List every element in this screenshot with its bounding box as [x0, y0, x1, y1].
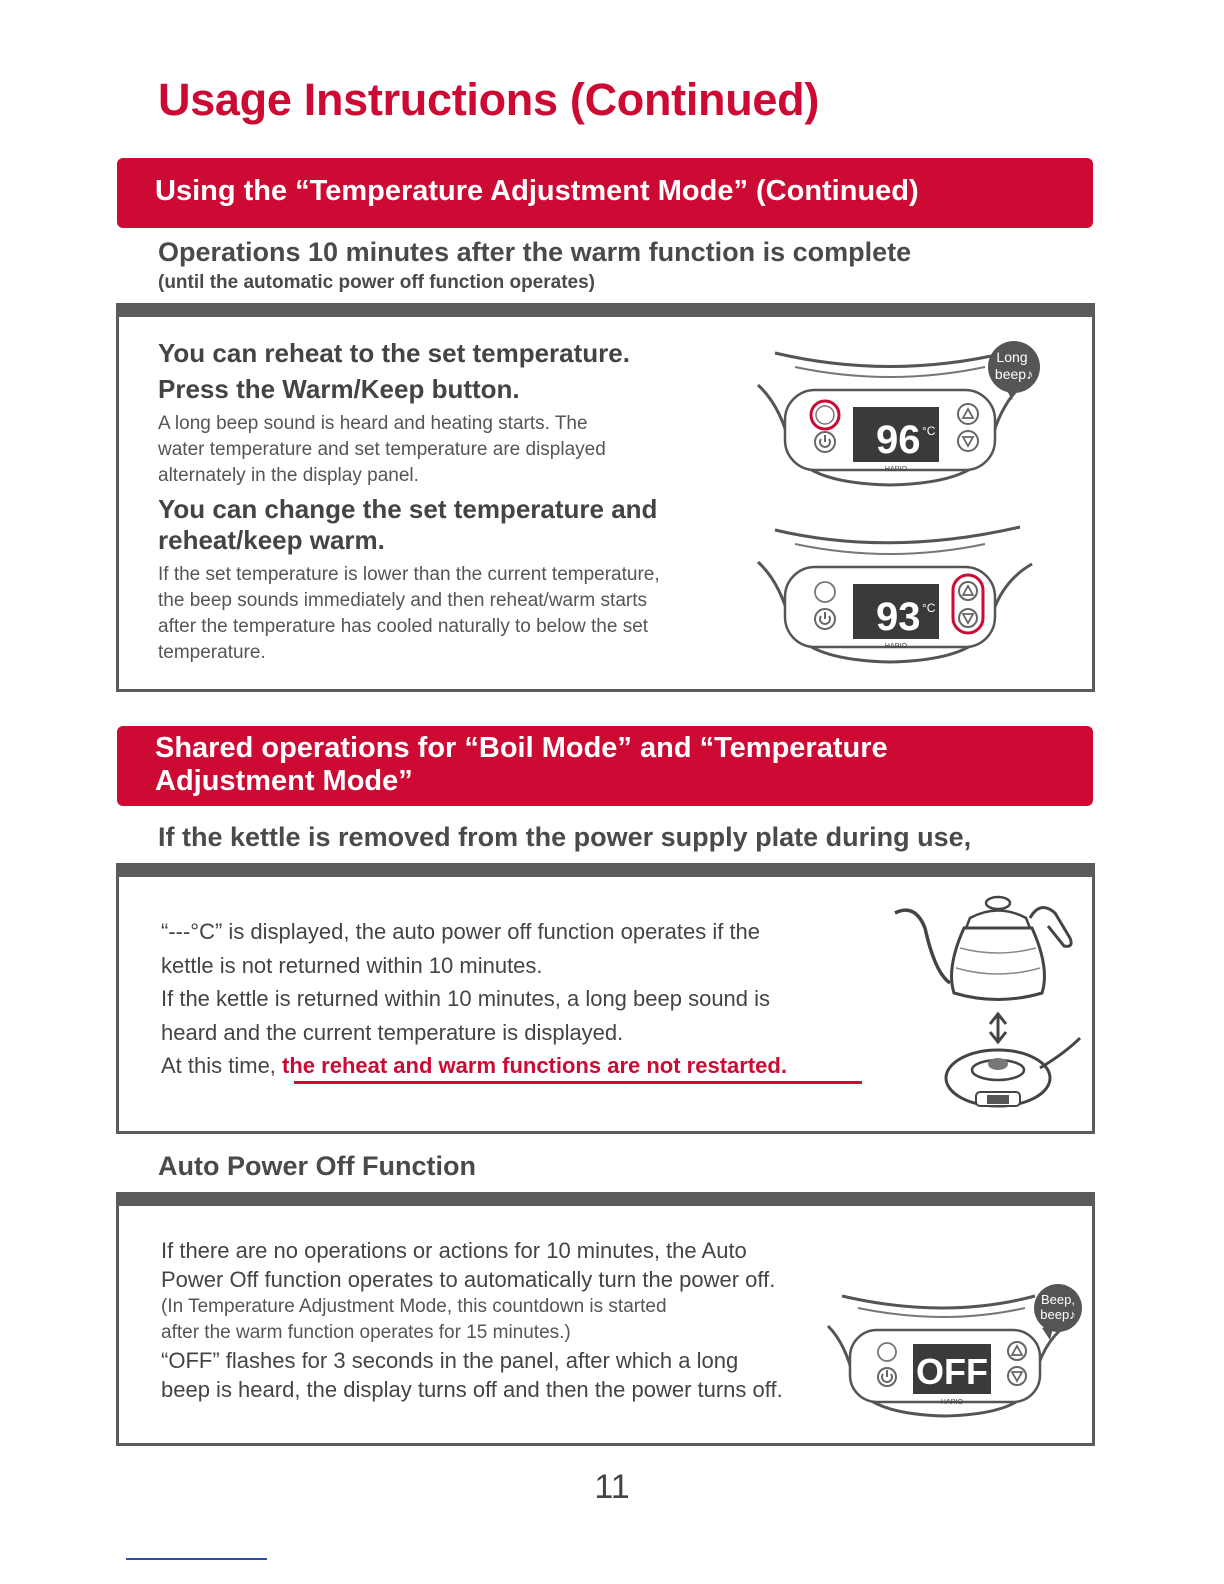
kettle-body-line: heard and the current temperature is displayed. — [161, 1019, 624, 1045]
auto-off-note-line: (In Temperature Adjustment Mode, this countdown is started — [161, 1296, 667, 1317]
kettle-last-line — [161, 1049, 881, 1083]
reheat-body-line: water temperature and set temperature are displayed — [158, 439, 606, 460]
kettle-removed-text — [161, 915, 881, 1083]
kettle-body-icon — [952, 928, 1045, 1000]
auto-off-text — [161, 1236, 841, 1404]
reheat-body-line: alternately in the display panel. — [158, 465, 419, 486]
section-banner-temperature-mode: Using the “Temperature Adjustment Mode” (Continued) — [117, 158, 1093, 228]
brand-label: HARIO — [940, 1399, 964, 1406]
change-temp-body-line: temperature. — [158, 642, 266, 663]
display-reading: OFF — [916, 1351, 988, 1392]
reheat-block — [158, 335, 738, 489]
change-temp-body-line: the beep sounds immediately and then reheat/warm starts — [158, 590, 647, 611]
page-number: 11 — [594, 1468, 630, 1506]
power-cord-icon — [1040, 1038, 1080, 1068]
display-unit: °C — [922, 601, 936, 615]
bubble-text-1: Long — [996, 349, 1028, 365]
display-reading: 93 — [876, 595, 921, 639]
control-panel-illustration-off — [820, 1282, 1090, 1427]
change-temp-block — [158, 494, 738, 666]
up-down-arrow-icon — [990, 1014, 1006, 1042]
change-temp-heading-1: You can change the set temperature and — [158, 494, 658, 524]
auto-off-line: If there are no operations or actions for 10 minutes, the Auto — [161, 1238, 747, 1263]
brand-label: HARIO — [884, 643, 908, 650]
auto-off-note-line: after the warm function operates for 15 minutes.) — [161, 1322, 571, 1343]
warning-underline — [294, 1081, 862, 1084]
reheat-heading-1: You can reheat to the set temperature. — [158, 338, 630, 368]
section3-subhead: Auto Power Off Function — [158, 1151, 476, 1181]
footer-rule — [126, 1558, 267, 1560]
reheat-heading-2: Press the Warm/Keep button. — [158, 374, 520, 404]
kettle-warning-text: the reheat and warm functions are not restarted. — [282, 1053, 787, 1078]
banner2-line-2: Adjustment Mode” — [155, 765, 413, 797]
auto-off-line: Power Off function operates to automatically turn the power off. — [161, 1267, 776, 1292]
auto-off-final-line: beep is heard, the display turns off and then the power turns off. — [161, 1377, 783, 1402]
control-panel-illustration-96 — [750, 335, 1050, 495]
bubble-text-1: Beep, — [1041, 1292, 1075, 1307]
display-reading: 96 — [876, 418, 921, 462]
control-panel-illustration-93 — [750, 512, 1050, 672]
reheat-body-line: A long beep sound is heard and heating starts. The — [158, 413, 588, 434]
change-temp-body-line: If the set temperature is lower than the current temperature, — [158, 564, 660, 585]
bubble-text-2: beep♪ — [1040, 1307, 1076, 1322]
section2-subhead: If the kettle is removed from the power supply plate during use, — [158, 822, 972, 852]
kettle-illustration — [890, 888, 1090, 1123]
kettle-body-line: “---°C” is displayed, the auto power off function operates if the — [161, 919, 761, 944]
banner2-line-1: Shared operations for “Boil Mode” and “Temperature — [155, 732, 888, 764]
bubble-text-2: beep♪ — [994, 366, 1034, 382]
kettle-body-line: If the kettle is returned within 10 minutes, a long beep sound is — [161, 986, 771, 1011]
auto-off-final-line: “OFF” flashes for 3 seconds in the panel, after which a long — [161, 1348, 739, 1373]
kettle-last-line-prefix: At this time, — [161, 1053, 283, 1078]
display-unit: °C — [922, 424, 936, 438]
section-banner-shared-operations — [117, 726, 1093, 806]
change-temp-body-line: after the temperature has cooled naturally to below the set — [158, 616, 649, 637]
page-title: Usage Instructions (Continued) — [158, 74, 820, 125]
section1-subhead-note: (until the automatic power off function operates) — [158, 272, 595, 293]
section1-subhead: Operations 10 minutes after the warm function is complete — [158, 237, 912, 267]
spout-icon — [895, 910, 950, 983]
brand-label: HARIO — [884, 466, 908, 473]
change-temp-heading-2: reheat/keep warm. — [158, 525, 385, 555]
kettle-body-line: kettle is not returned within 10 minutes. — [161, 952, 543, 978]
